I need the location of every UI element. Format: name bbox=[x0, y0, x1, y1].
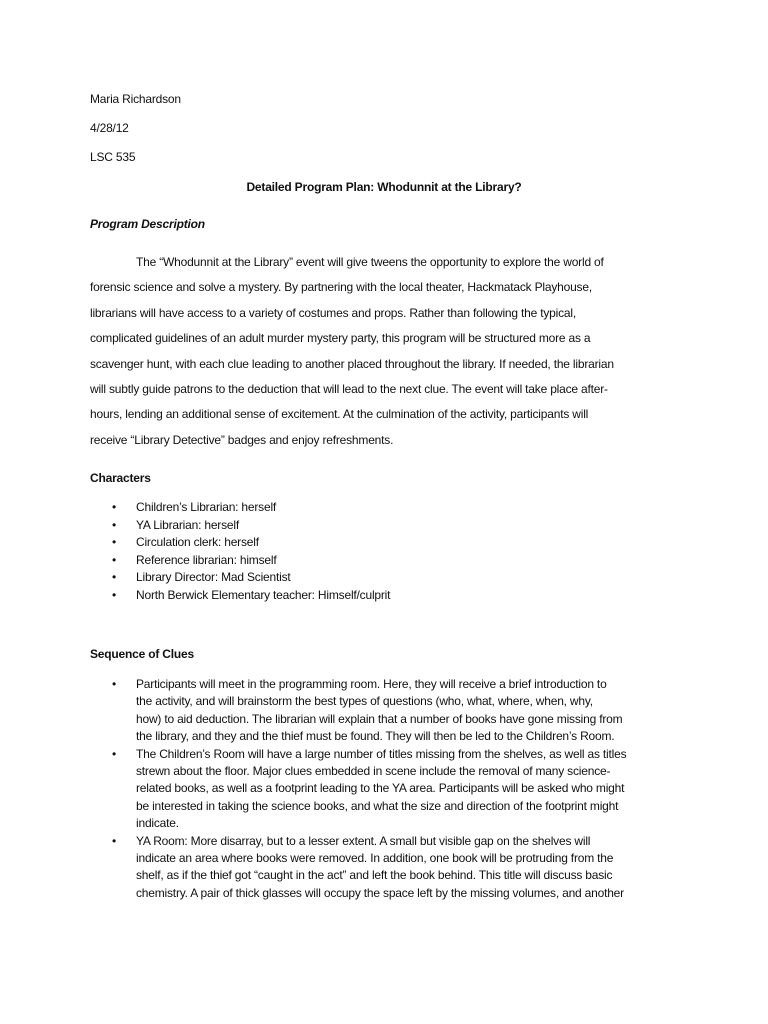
paragraph-line: librarians will have access to a variety of costumes and props. Rather than following the typical, bbox=[90, 305, 576, 320]
document-date: 4/28/12 bbox=[90, 121, 129, 135]
paragraph-line: will subtly guide patrons to the deduction that will lead to the next clue. The event will take place after- bbox=[90, 381, 608, 396]
bullet-icon: • bbox=[112, 833, 117, 848]
clue-line: strewn about the floor. Major clues embedded in scene include the removal of many science- bbox=[136, 763, 611, 778]
clue-line: the activity, and will brainstorm the best types of questions (who, what, where, when, why, bbox=[136, 694, 593, 709]
bullet-icon: • bbox=[112, 587, 117, 602]
paragraph-line: forensic science and solve a mystery. By partnering with the local theater, Hackmatack Playhouse, bbox=[90, 280, 592, 295]
character-text: Reference librarian: himself bbox=[136, 552, 277, 567]
clue-line: how) to aid deduction. The librarian will explain that a number of books have gone missing from bbox=[136, 711, 623, 726]
bullet-icon: • bbox=[112, 500, 117, 514]
paragraph-line: receive “Library Detective” badges and enjoy refreshments. bbox=[90, 432, 394, 447]
paragraph-line: scavenger hunt, with each clue leading to another placed throughout the library. If needed, the librarian bbox=[90, 356, 614, 371]
bullet-icon: • bbox=[112, 570, 117, 584]
list-item bbox=[90, 569, 390, 587]
clue-line: The Children’s Room will have a large number of titles missing from the shelves, as well as titles bbox=[136, 746, 627, 761]
clue-line: Participants will meet in the programming room. Here, they will receive a brief introduction to bbox=[136, 677, 607, 691]
list-item bbox=[90, 534, 390, 552]
characters-heading: Characters bbox=[90, 471, 151, 485]
bullet-icon: • bbox=[112, 517, 117, 532]
clue-line: the library, and they and the thief must be found. They will then be led to the Children’s Room. bbox=[136, 729, 615, 744]
list-item bbox=[90, 587, 390, 605]
bullet-icon: • bbox=[112, 746, 117, 761]
clues-list bbox=[90, 676, 626, 902]
bullet-icon: • bbox=[112, 535, 117, 549]
clue-line: be interested in taking the science books, and what the size and direction of the footprint might bbox=[136, 798, 619, 813]
list-item bbox=[90, 552, 390, 570]
clue-line: chemistry. A pair of thick glasses will occupy the space left by the missing volumes, and another bbox=[136, 885, 624, 900]
character-text: North Berwick Elementary teacher: Himself/culprit bbox=[136, 587, 391, 602]
character-text: YA Librarian: herself bbox=[136, 517, 239, 532]
character-text: Library Director: Mad Scientist bbox=[136, 570, 291, 584]
clue-line: related books, as well as a footprint leading to the YA area. Participants will be asked who might bbox=[136, 781, 625, 796]
program-description-paragraph bbox=[90, 250, 680, 453]
paragraph-line: hours, lending an additional sense of excitement. At the culmination of the activity, participants will bbox=[90, 407, 589, 422]
list-item bbox=[90, 517, 390, 535]
bullet-icon: • bbox=[112, 552, 117, 567]
sequence-of-clues-heading: Sequence of Clues bbox=[90, 647, 194, 661]
bullet-icon: • bbox=[112, 677, 117, 691]
characters-list bbox=[90, 499, 390, 604]
character-text: Circulation clerk: herself bbox=[136, 535, 259, 549]
paragraph-line: The “Whodunnit at the Library” event will give tweens the opportunity to explore the world of bbox=[136, 255, 604, 269]
character-text: Children’s Librarian: herself bbox=[136, 500, 277, 514]
clue-line: indicate. bbox=[136, 816, 179, 831]
list-item bbox=[90, 746, 626, 833]
document-title: Detailed Program Plan: Whodunnit at the Library? bbox=[246, 180, 522, 194]
program-description-heading: Program Description bbox=[90, 217, 205, 231]
list-item bbox=[90, 833, 626, 903]
list-item bbox=[90, 676, 626, 746]
paragraph-line: complicated guidelines of an adult murder mystery party, this program will be structured more as a bbox=[90, 331, 591, 346]
clue-line: shelf, as if the thief got “caught in the act” and left the book behind. This title will discuss basic bbox=[136, 868, 613, 883]
clue-line: YA Room: More disarray, but to a lesser extent. A small but visible gap on the shelves will bbox=[136, 833, 591, 848]
course-code: LSC 535 bbox=[90, 150, 136, 164]
author-name: Maria Richardson bbox=[90, 92, 181, 106]
list-item bbox=[90, 499, 390, 517]
clue-line: indicate an area where books were removed. In addition, one book will be protruding from the bbox=[136, 850, 614, 865]
